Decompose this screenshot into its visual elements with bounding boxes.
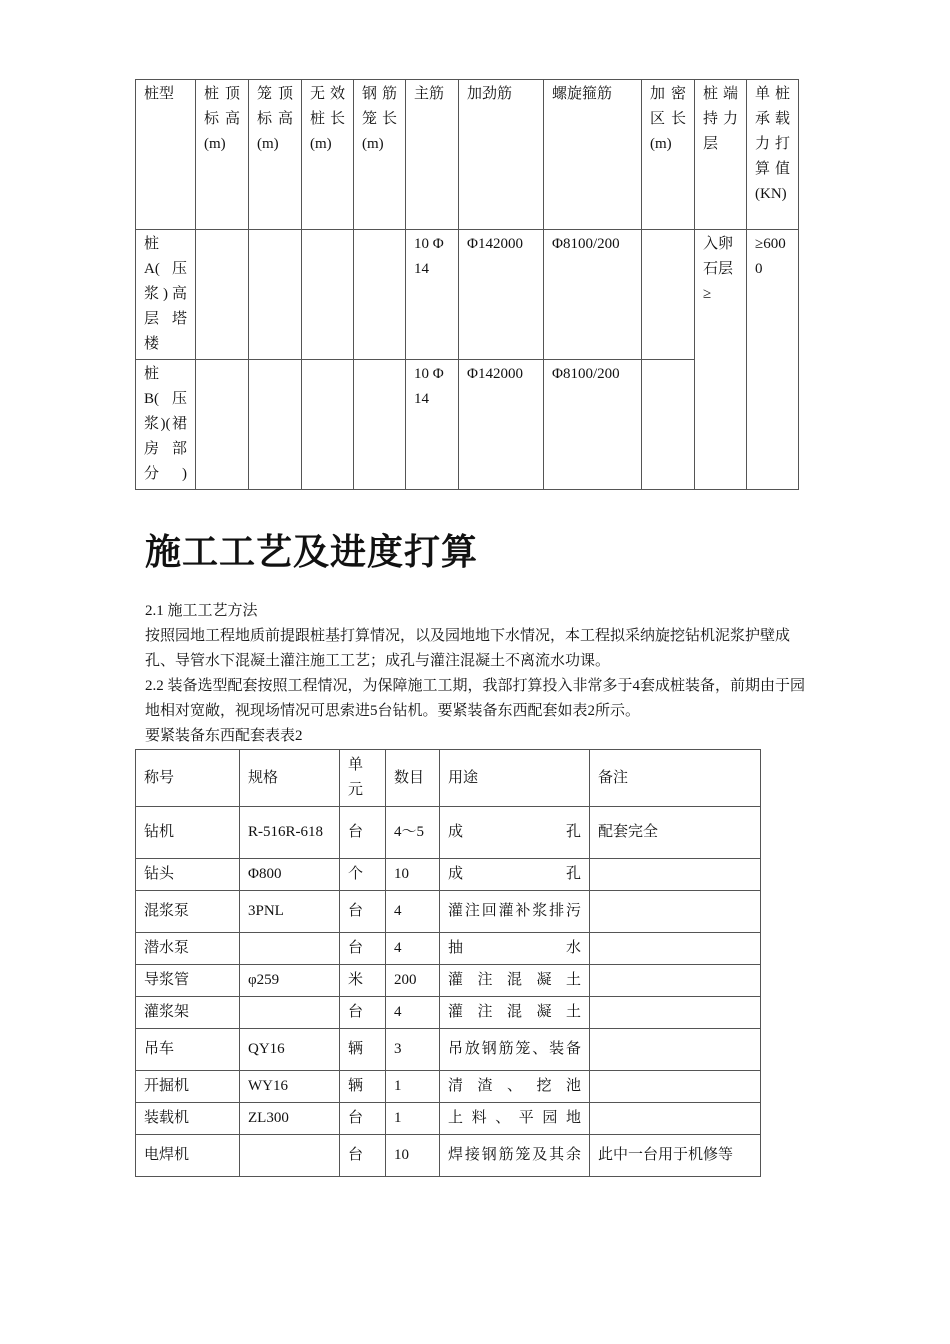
spiral-cell: Φ8100/200 xyxy=(544,360,642,490)
table-row xyxy=(136,1071,761,1103)
table-cell: 成孔 xyxy=(440,807,590,859)
bearing-layer-cell: 入卵石层≥ xyxy=(695,230,747,490)
table-cell: 台 xyxy=(340,997,386,1029)
header-cell: 加劲筋 xyxy=(459,80,544,230)
header-cell: 桩顶标高(m) xyxy=(196,80,249,230)
table-cell: 10 xyxy=(386,859,440,891)
table-cell: 此中一台用于机修等 xyxy=(590,1135,761,1177)
table-cell xyxy=(354,230,406,360)
table-cell: 潜水泵 xyxy=(136,933,240,965)
table-row xyxy=(136,891,761,933)
table-cell: WY16 xyxy=(240,1071,340,1103)
table-cell xyxy=(302,230,354,360)
table-cell xyxy=(590,859,761,891)
pile-table-header-row xyxy=(136,80,799,230)
table-cell xyxy=(590,997,761,1029)
header-cell: 钢筋笼长(m) xyxy=(354,80,406,230)
table-cell xyxy=(590,1071,761,1103)
table-cell: 电焊机 xyxy=(136,1135,240,1177)
table-cell xyxy=(590,891,761,933)
table-cell: ZL300 xyxy=(240,1103,340,1135)
table-cell xyxy=(196,230,249,360)
table-row xyxy=(136,1029,761,1071)
table-row xyxy=(136,933,761,965)
header-cell: 无效桩长(m) xyxy=(302,80,354,230)
section-heading: 施工工艺及进度打算 xyxy=(145,532,479,573)
header-cell: 备注 xyxy=(590,750,761,807)
table-cell: 200 xyxy=(386,965,440,997)
table-cell: 钻机 xyxy=(136,807,240,859)
table-cell: 台 xyxy=(340,1103,386,1135)
header-cell: 单桩承载力打算值(KN) xyxy=(747,80,799,230)
table-row xyxy=(136,997,761,1029)
table-cell xyxy=(590,933,761,965)
table-cell xyxy=(302,360,354,490)
spiral-cell: Φ8100/200 xyxy=(544,230,642,360)
header-cell: 用途 xyxy=(440,750,590,807)
table-cell xyxy=(590,965,761,997)
subsection-title: 2.1 施工工艺方法 xyxy=(145,603,258,619)
main-bar-cell: 10 Φ14 xyxy=(406,230,459,360)
table-cell xyxy=(590,1103,761,1135)
table-cell: 台 xyxy=(340,933,386,965)
table-row xyxy=(136,1103,761,1135)
table-cell: 钻头 xyxy=(136,859,240,891)
table-cell: 装载机 xyxy=(136,1103,240,1135)
table-cell: 混浆泵 xyxy=(136,891,240,933)
table-row xyxy=(136,1135,761,1177)
table-row xyxy=(136,965,761,997)
table-cell: R-516R-618 xyxy=(240,807,340,859)
pile-spec-table xyxy=(135,79,799,490)
table-cell: 焊接钢筋笼及其余 xyxy=(440,1135,590,1177)
table-cell: 吊放钢筋笼、装备 xyxy=(440,1029,590,1071)
table-cell: 3PNL xyxy=(240,891,340,933)
table-cell: 4～5 xyxy=(386,807,440,859)
table-cell xyxy=(196,360,249,490)
body-paragraph: 按照园地工程地质前提跟桩基打算情况，以及园地地下水情况，本工程拟采纳旋挖钻机泥浆护壁成孔、导管水下混凝土灌注施工工艺；成孔与灌注混凝土不离流水功课。 xyxy=(145,628,791,669)
table-row xyxy=(136,807,761,859)
table-cell xyxy=(249,360,302,490)
table-row xyxy=(136,230,799,360)
header-cell: 桩端持力层 xyxy=(695,80,747,230)
table-cell: 4 xyxy=(386,933,440,965)
header-cell: 规格 xyxy=(240,750,340,807)
equipment-table xyxy=(135,749,761,1177)
table-cell xyxy=(240,997,340,1029)
table-cell xyxy=(642,360,695,490)
header-cell: 单元 xyxy=(340,750,386,807)
header-cell: 主筋 xyxy=(406,80,459,230)
capacity-cell: ≥6000 xyxy=(747,230,799,490)
table-cell: 3 xyxy=(386,1029,440,1071)
table-cell: 清渣、挖池 xyxy=(440,1071,590,1103)
table-cell: 米 xyxy=(340,965,386,997)
pile-type-cell: 桩A(压浆)高层塔楼 xyxy=(136,230,196,360)
table-cell: φ259 xyxy=(240,965,340,997)
header-cell: 数目 xyxy=(386,750,440,807)
table-cell: 辆 xyxy=(340,1071,386,1103)
table-cell: QY16 xyxy=(240,1029,340,1071)
header-cell: 称号 xyxy=(136,750,240,807)
table-cell: 灌注混凝土 xyxy=(440,965,590,997)
main-bar-cell: 10 Φ14 xyxy=(406,360,459,490)
table-cell: 个 xyxy=(340,859,386,891)
table-cell: 开掘机 xyxy=(136,1071,240,1103)
table-cell: 导浆管 xyxy=(136,965,240,997)
table-cell: Φ800 xyxy=(240,859,340,891)
table-cell: 辆 xyxy=(340,1029,386,1071)
table-cell: 灌注混凝土 xyxy=(440,997,590,1029)
table-caption: 要紧装备东西配套表表2 xyxy=(145,728,303,744)
header-cell: 笼顶标高(m) xyxy=(249,80,302,230)
equipment-header-row xyxy=(136,750,761,807)
table-cell: 台 xyxy=(340,891,386,933)
table-cell: 成孔 xyxy=(440,859,590,891)
table-cell xyxy=(249,230,302,360)
header-cell: 螺旋箍筋 xyxy=(544,80,642,230)
table-cell: 10 xyxy=(386,1135,440,1177)
table-cell: 上料、平园地 xyxy=(440,1103,590,1135)
table-row xyxy=(136,859,761,891)
table-cell: 抽水 xyxy=(440,933,590,965)
table-cell: 灌浆架 xyxy=(136,997,240,1029)
table-cell: 4 xyxy=(386,891,440,933)
header-cell: 加密区长(m) xyxy=(642,80,695,230)
table-cell: 灌注回灌补浆排污 xyxy=(440,891,590,933)
table-cell: 4 xyxy=(386,997,440,1029)
table-cell xyxy=(642,230,695,360)
table-cell: 1 xyxy=(386,1071,440,1103)
table-cell: 台 xyxy=(340,807,386,859)
table-cell: 吊车 xyxy=(136,1029,240,1071)
table-cell: 配套完全 xyxy=(590,807,761,859)
table-cell xyxy=(354,360,406,490)
header-cell: 桩型 xyxy=(136,80,196,230)
stiffener-cell: Φ142000 xyxy=(459,360,544,490)
table-cell: 1 xyxy=(386,1103,440,1135)
table-cell xyxy=(590,1029,761,1071)
body-paragraph: 2.2 装备选型配套按照工程情况，为保障施工工期，我部打算投入非常多于4套成桩装备，前期由于园地相对宽敞，视现场情况可思索进5台钻机。要紧装备东西配套如表2所示。 xyxy=(145,678,806,719)
pile-type-cell: 桩B(压浆)(裙房部分) xyxy=(136,360,196,490)
table-cell xyxy=(240,933,340,965)
table-cell: 台 xyxy=(340,1135,386,1177)
stiffener-cell: Φ142000 xyxy=(459,230,544,360)
table-cell xyxy=(240,1135,340,1177)
